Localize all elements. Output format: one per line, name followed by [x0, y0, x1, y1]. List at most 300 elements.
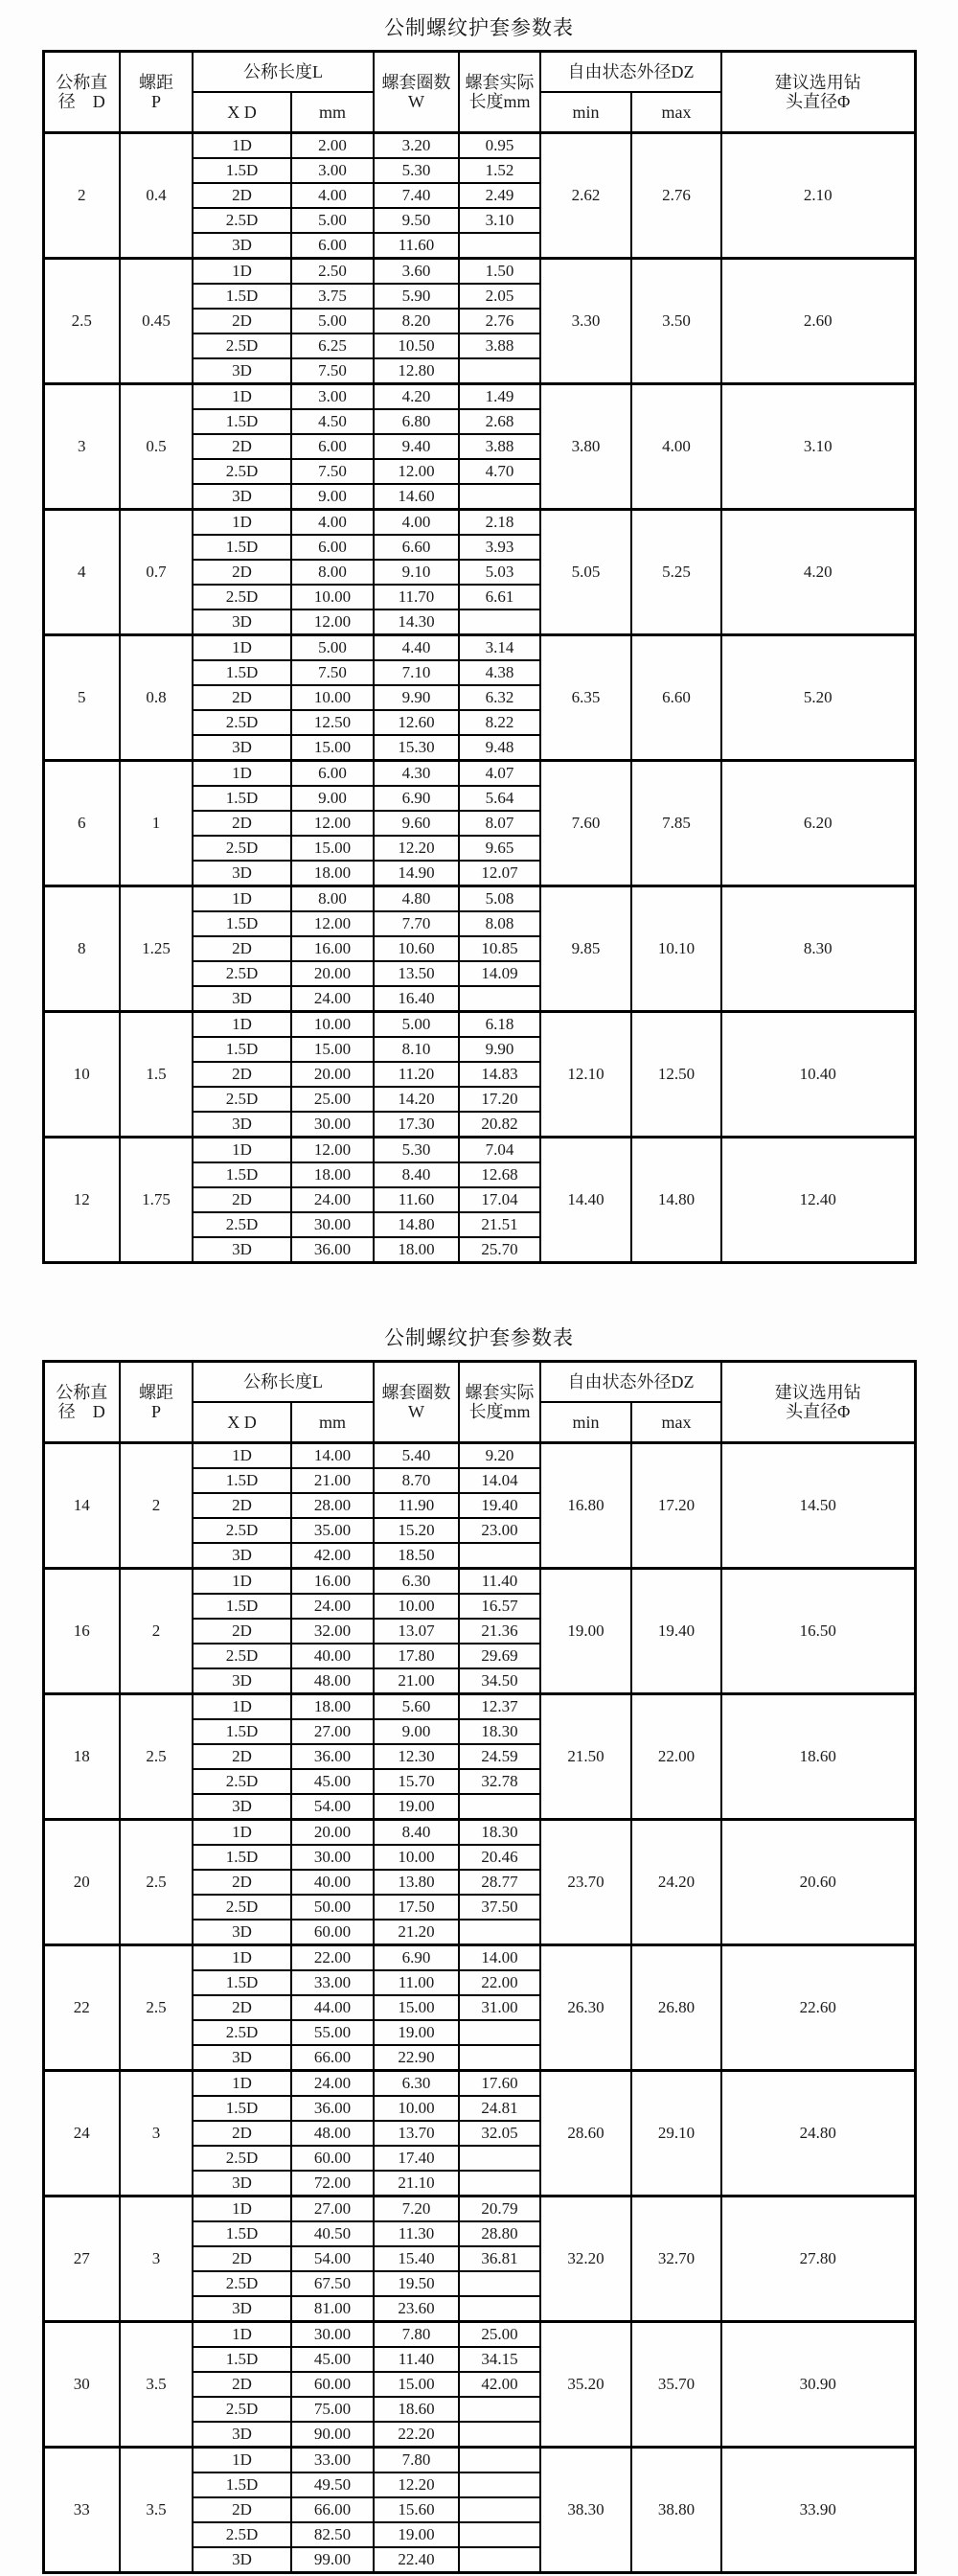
- xd-cell: 3D: [193, 2045, 291, 2071]
- actual-length-cell: 32.05: [459, 2121, 540, 2146]
- xd-cell: 1D: [193, 2071, 291, 2097]
- xd-cell: 1D: [193, 133, 291, 159]
- length-mm-cell: 35.00: [291, 1518, 374, 1543]
- length-mm-cell: 90.00: [291, 2422, 374, 2448]
- coil-count-cell: 9.00: [374, 1719, 459, 1744]
- coil-count-cell: 5.30: [374, 158, 459, 183]
- od-min-cell: 21.50: [540, 1694, 631, 1820]
- xd-cell: 2D: [193, 811, 291, 836]
- table-row: [43, 1945, 915, 1971]
- coil-count-cell: 12.60: [374, 710, 459, 735]
- coil-count-cell: 10.60: [374, 936, 459, 961]
- coil-count-cell: 13.70: [374, 2121, 459, 2146]
- length-mm-cell: 7.50: [291, 358, 374, 384]
- xd-cell: 1.5D: [193, 535, 291, 560]
- length-mm-cell: 12.00: [291, 911, 374, 936]
- actual-length-cell: [459, 2422, 540, 2448]
- xd-cell: 2.5D: [193, 710, 291, 735]
- table-row: [43, 761, 915, 787]
- coil-count-cell: 5.90: [374, 284, 459, 309]
- length-mm-cell: 9.00: [291, 786, 374, 811]
- length-mm-cell: 54.00: [291, 2246, 374, 2271]
- od-min-cell: 19.00: [540, 1569, 631, 1694]
- xd-cell: 2D: [193, 1995, 291, 2020]
- actual-length-cell: [459, 610, 540, 635]
- xd-cell: 2D: [193, 2497, 291, 2522]
- coil-count-cell: 6.60: [374, 535, 459, 560]
- coil-count-cell: 14.30: [374, 610, 459, 635]
- actual-length-cell: [459, 484, 540, 510]
- coil-count-cell: 11.60: [374, 1187, 459, 1212]
- xd-cell: 2.5D: [193, 2020, 291, 2045]
- xd-cell: 1.5D: [193, 2347, 291, 2372]
- col-header-coil-count: [374, 1362, 459, 1443]
- actual-length-cell: 10.85: [459, 936, 540, 961]
- col-header-pitch: [120, 52, 193, 133]
- nominal-diameter-cell: 33: [43, 2448, 120, 2573]
- length-mm-cell: 12.50: [291, 710, 374, 735]
- actual-length-cell: [459, 2497, 540, 2522]
- coil-count-cell: 22.20: [374, 2422, 459, 2448]
- coil-count-cell: 11.70: [374, 585, 459, 610]
- od-max-cell: 38.80: [631, 2448, 721, 2573]
- xd-cell: 1.5D: [193, 1594, 291, 1619]
- length-mm-cell: 18.00: [291, 1694, 374, 1720]
- length-mm-cell: 28.00: [291, 1493, 374, 1518]
- coil-count-cell: 6.30: [374, 2071, 459, 2097]
- xd-cell: 1D: [193, 1945, 291, 1971]
- od-min-cell: 3.80: [540, 384, 631, 510]
- xd-cell: 2.5D: [193, 1212, 291, 1237]
- length-mm-cell: 54.00: [291, 1794, 374, 1820]
- actual-length-cell: 20.46: [459, 1845, 540, 1870]
- length-mm-cell: 50.00: [291, 1895, 374, 1920]
- col-header-drill-diameter-line1: 建议选用钻: [774, 1383, 861, 1402]
- actual-length-cell: 28.80: [459, 2221, 540, 2246]
- drill-diameter-cell: 6.20: [721, 761, 915, 886]
- table-row: [43, 133, 915, 159]
- table-row: [43, 1138, 915, 1163]
- actual-length-cell: 2.68: [459, 409, 540, 434]
- xd-cell: 2.5D: [193, 585, 291, 610]
- length-mm-cell: 33.00: [291, 1970, 374, 1995]
- col-header-xd: X D: [193, 92, 291, 133]
- xd-cell: 1.5D: [193, 284, 291, 309]
- coil-count-cell: 11.20: [374, 1062, 459, 1087]
- actual-length-cell: 0.95: [459, 133, 540, 159]
- pitch-cell: 1.75: [120, 1138, 193, 1263]
- length-mm-cell: 20.00: [291, 1820, 374, 1846]
- coil-count-cell: 10.00: [374, 1845, 459, 1870]
- coil-count-cell: 8.40: [374, 1820, 459, 1846]
- table-row: [43, 259, 915, 285]
- col-header-mm: mm: [291, 92, 374, 133]
- coil-count-cell: 9.50: [374, 208, 459, 233]
- coil-count-cell: 7.70: [374, 911, 459, 936]
- actual-length-cell: 34.50: [459, 1668, 540, 1694]
- actual-length-cell: 18.30: [459, 1719, 540, 1744]
- xd-cell: 2.5D: [193, 334, 291, 358]
- coil-count-cell: 17.40: [374, 2146, 459, 2171]
- length-mm-cell: 6.00: [291, 761, 374, 787]
- coil-count-cell: 7.80: [374, 2322, 459, 2348]
- xd-cell: 1.5D: [193, 660, 291, 685]
- nominal-diameter-cell: 8: [43, 886, 120, 1012]
- coil-count-cell: 18.00: [374, 1237, 459, 1263]
- coil-count-cell: 11.60: [374, 233, 459, 259]
- xd-cell: 2D: [193, 1744, 291, 1769]
- length-mm-cell: 5.00: [291, 309, 374, 334]
- actual-length-cell: 17.20: [459, 1087, 540, 1112]
- col-header-nominal-diameter-line2: 径 D: [57, 92, 105, 111]
- table-title-1: 公制螺纹护套参数表: [384, 16, 574, 39]
- actual-length-cell: 2.49: [459, 183, 540, 208]
- actual-length-cell: 3.93: [459, 535, 540, 560]
- col-header-nominal-length-group: 公称长度L: [193, 1362, 374, 1403]
- col-header-max: max: [631, 92, 721, 133]
- coil-count-cell: 9.10: [374, 560, 459, 585]
- coil-count-cell: 19.00: [374, 1794, 459, 1820]
- col-header-pitch-line1: 螺距: [139, 73, 173, 92]
- nominal-diameter-cell: 6: [43, 761, 120, 886]
- length-mm-cell: 40.50: [291, 2221, 374, 2246]
- xd-cell: 1D: [193, 259, 291, 285]
- actual-length-cell: 14.09: [459, 961, 540, 986]
- nominal-diameter-cell: 4: [43, 510, 120, 635]
- col-header-xd: X D: [193, 1402, 291, 1443]
- od-max-cell: 6.60: [631, 635, 721, 761]
- actual-length-cell: 5.64: [459, 786, 540, 811]
- coil-count-cell: 12.20: [374, 836, 459, 861]
- xd-cell: 2.5D: [193, 2397, 291, 2422]
- length-mm-cell: 45.00: [291, 1769, 374, 1794]
- pitch-cell: 3: [120, 2196, 193, 2322]
- xd-cell: 1.5D: [193, 1845, 291, 1870]
- actual-length-cell: [459, 1543, 540, 1569]
- actual-length-cell: 3.14: [459, 635, 540, 661]
- col-header-free-state-od-group: 自由状态外径DZ: [540, 52, 721, 93]
- drill-diameter-cell: 30.90: [721, 2322, 915, 2448]
- actual-length-cell: 25.70: [459, 1237, 540, 1263]
- table-row: [43, 2322, 915, 2348]
- drill-diameter-cell: 2.10: [721, 133, 915, 259]
- parameter-table-2-body: [43, 1443, 915, 2573]
- coil-count-cell: 16.40: [374, 986, 459, 1012]
- coil-count-cell: 11.30: [374, 2221, 459, 2246]
- actual-length-cell: 14.00: [459, 1945, 540, 1971]
- actual-length-cell: 2.76: [459, 309, 540, 334]
- coil-count-cell: 19.00: [374, 2020, 459, 2045]
- actual-length-cell: [459, 1920, 540, 1945]
- coil-count-cell: 14.90: [374, 861, 459, 886]
- xd-cell: 1.5D: [193, 1037, 291, 1062]
- xd-cell: 2D: [193, 1619, 291, 1644]
- coil-count-cell: 13.80: [374, 1870, 459, 1895]
- nominal-diameter-cell: 16: [43, 1569, 120, 1694]
- table-row: [43, 384, 915, 410]
- actual-length-cell: 17.04: [459, 1187, 540, 1212]
- length-mm-cell: 12.00: [291, 811, 374, 836]
- length-mm-cell: 81.00: [291, 2296, 374, 2322]
- coil-count-cell: 6.90: [374, 1945, 459, 1971]
- col-header-pitch-line1: 螺距: [139, 1383, 173, 1402]
- drill-diameter-cell: 4.20: [721, 510, 915, 635]
- xd-cell: 2.5D: [193, 2146, 291, 2171]
- coil-count-cell: 15.20: [374, 1518, 459, 1543]
- actual-length-cell: 29.69: [459, 1644, 540, 1668]
- od-min-cell: 38.30: [540, 2448, 631, 2573]
- xd-cell: 2.5D: [193, 1087, 291, 1112]
- pitch-cell: 0.7: [120, 510, 193, 635]
- coil-count-cell: 15.00: [374, 2372, 459, 2397]
- nominal-diameter-cell: 22: [43, 1945, 120, 2071]
- xd-cell: 3D: [193, 735, 291, 761]
- xd-cell: 2.5D: [193, 1518, 291, 1543]
- xd-cell: 3D: [193, 2547, 291, 2573]
- drill-diameter-cell: 3.10: [721, 384, 915, 510]
- xd-cell: 1D: [193, 2196, 291, 2222]
- actual-length-cell: [459, 2146, 540, 2171]
- col-header-nominal-diameter-line1: 公称直: [56, 1383, 108, 1402]
- coil-count-cell: 7.10: [374, 660, 459, 685]
- nominal-diameter-cell: 2: [43, 133, 120, 259]
- coil-count-cell: 4.40: [374, 635, 459, 661]
- length-mm-cell: 8.00: [291, 886, 374, 912]
- xd-cell: 3D: [193, 1543, 291, 1569]
- length-mm-cell: 27.00: [291, 2196, 374, 2222]
- pitch-cell: 0.4: [120, 133, 193, 259]
- actual-length-cell: 34.15: [459, 2347, 540, 2372]
- length-mm-cell: 60.00: [291, 2146, 374, 2171]
- pitch-cell: 0.5: [120, 384, 193, 510]
- length-mm-cell: 10.00: [291, 685, 374, 710]
- coil-count-cell: 3.20: [374, 133, 459, 159]
- actual-length-cell: [459, 2397, 540, 2422]
- actual-length-cell: 36.81: [459, 2246, 540, 2271]
- actual-length-cell: 3.88: [459, 334, 540, 358]
- coil-count-cell: 4.00: [374, 510, 459, 536]
- length-mm-cell: 99.00: [291, 2547, 374, 2573]
- actual-length-cell: 2.18: [459, 510, 540, 536]
- actual-length-cell: 20.79: [459, 2196, 540, 2222]
- xd-cell: 2D: [193, 434, 291, 459]
- actual-length-cell: 9.20: [459, 1443, 540, 1469]
- coil-count-cell: 6.30: [374, 1569, 459, 1595]
- coil-count-cell: 11.90: [374, 1493, 459, 1518]
- xd-cell: 1D: [193, 635, 291, 661]
- coil-count-cell: 8.20: [374, 309, 459, 334]
- xd-cell: 2D: [193, 1062, 291, 1087]
- coil-count-cell: 12.20: [374, 2472, 459, 2497]
- actual-length-cell: 9.90: [459, 1037, 540, 1062]
- actual-length-cell: 3.10: [459, 208, 540, 233]
- actual-length-cell: 2.05: [459, 284, 540, 309]
- nominal-diameter-cell: 10: [43, 1012, 120, 1138]
- table-row: [43, 2448, 915, 2473]
- length-mm-cell: 20.00: [291, 1062, 374, 1087]
- actual-length-cell: 4.07: [459, 761, 540, 787]
- col-header-drill-diameter: [721, 52, 915, 133]
- actual-length-cell: [459, 2547, 540, 2573]
- col-header-min: min: [540, 1402, 631, 1443]
- actual-length-cell: 7.04: [459, 1138, 540, 1163]
- length-mm-cell: 36.00: [291, 1744, 374, 1769]
- table-row: [43, 1569, 915, 1595]
- coil-count-cell: 5.30: [374, 1138, 459, 1163]
- length-mm-cell: 18.00: [291, 1162, 374, 1187]
- coil-count-cell: 5.40: [374, 1443, 459, 1469]
- coil-count-cell: 14.20: [374, 1087, 459, 1112]
- col-header-nominal-diameter: [43, 52, 120, 133]
- coil-count-cell: 8.10: [374, 1037, 459, 1062]
- length-mm-cell: 40.00: [291, 1870, 374, 1895]
- xd-cell: 2.5D: [193, 2522, 291, 2547]
- xd-cell: 3D: [193, 484, 291, 510]
- drill-diameter-cell: 27.80: [721, 2196, 915, 2322]
- table-row: [43, 886, 915, 912]
- xd-cell: 1D: [193, 1012, 291, 1038]
- actual-length-cell: 12.37: [459, 1694, 540, 1720]
- col-header-min: min: [540, 92, 631, 133]
- coil-count-cell: 18.60: [374, 2397, 459, 2422]
- od-min-cell: 9.85: [540, 886, 631, 1012]
- pitch-cell: 1.5: [120, 1012, 193, 1138]
- col-header-nominal-length-group: 公称长度L: [193, 52, 374, 93]
- length-mm-cell: 15.00: [291, 735, 374, 761]
- length-mm-cell: 40.00: [291, 1644, 374, 1668]
- coil-count-cell: 7.20: [374, 2196, 459, 2222]
- od-max-cell: 24.20: [631, 1820, 721, 1945]
- drill-diameter-cell: 33.90: [721, 2448, 915, 2573]
- coil-count-cell: 4.30: [374, 761, 459, 787]
- actual-length-cell: 24.59: [459, 1744, 540, 1769]
- length-mm-cell: 15.00: [291, 836, 374, 861]
- xd-cell: 1.5D: [193, 409, 291, 434]
- length-mm-cell: 67.50: [291, 2271, 374, 2296]
- pitch-cell: 1: [120, 761, 193, 886]
- drill-diameter-cell: 22.60: [721, 1945, 915, 2071]
- length-mm-cell: 4.00: [291, 510, 374, 536]
- od-min-cell: 14.40: [540, 1138, 631, 1263]
- length-mm-cell: 36.00: [291, 2096, 374, 2121]
- coil-count-cell: 13.07: [374, 1619, 459, 1644]
- length-mm-cell: 66.00: [291, 2497, 374, 2522]
- drill-diameter-cell: 18.60: [721, 1694, 915, 1820]
- actual-length-cell: [459, 1794, 540, 1820]
- length-mm-cell: 66.00: [291, 2045, 374, 2071]
- length-mm-cell: 48.00: [291, 2121, 374, 2146]
- coil-count-cell: 14.60: [374, 484, 459, 510]
- length-mm-cell: 60.00: [291, 2372, 374, 2397]
- coil-count-cell: 21.00: [374, 1668, 459, 1694]
- col-header-drill-diameter-line2: 头直径Φ: [786, 92, 851, 111]
- col-header-coil-count: [374, 52, 459, 133]
- col-header-drill-diameter: [721, 1362, 915, 1443]
- drill-diameter-cell: 14.50: [721, 1443, 915, 1569]
- coil-count-cell: 22.40: [374, 2547, 459, 2573]
- coil-count-cell: 6.90: [374, 786, 459, 811]
- coil-count-cell: 18.50: [374, 1543, 459, 1569]
- length-mm-cell: 4.50: [291, 409, 374, 434]
- col-header-actual-length: [459, 52, 540, 133]
- coil-count-cell: 3.60: [374, 259, 459, 285]
- xd-cell: 3D: [193, 233, 291, 259]
- length-mm-cell: 6.00: [291, 535, 374, 560]
- coil-count-cell: 6.80: [374, 409, 459, 434]
- length-mm-cell: 15.00: [291, 1037, 374, 1062]
- length-mm-cell: 3.75: [291, 284, 374, 309]
- coil-count-cell: 9.60: [374, 811, 459, 836]
- coil-count-cell: 15.00: [374, 1995, 459, 2020]
- table-row: [43, 2071, 915, 2097]
- actual-length-cell: 42.00: [459, 2372, 540, 2397]
- drill-diameter-cell: 5.20: [721, 635, 915, 761]
- parameter-table-2: [42, 1360, 917, 2574]
- actual-length-cell: 14.83: [459, 1062, 540, 1087]
- col-header-max: max: [631, 1402, 721, 1443]
- coil-count-cell: 10.00: [374, 2096, 459, 2121]
- xd-cell: 3D: [193, 1794, 291, 1820]
- coil-count-cell: 12.30: [374, 1744, 459, 1769]
- length-mm-cell: 24.00: [291, 2071, 374, 2097]
- actual-length-cell: 16.57: [459, 1594, 540, 1619]
- length-mm-cell: 6.25: [291, 334, 374, 358]
- length-mm-cell: 10.00: [291, 585, 374, 610]
- od-max-cell: 22.00: [631, 1694, 721, 1820]
- pitch-cell: 2.5: [120, 1694, 193, 1820]
- xd-cell: 3D: [193, 1920, 291, 1945]
- od-max-cell: 12.50: [631, 1012, 721, 1138]
- length-mm-cell: 24.00: [291, 986, 374, 1012]
- col-header-pitch-line2: P: [150, 1402, 161, 1421]
- od-min-cell: 32.20: [540, 2196, 631, 2322]
- actual-length-cell: 23.00: [459, 1518, 540, 1543]
- length-mm-cell: 42.00: [291, 1543, 374, 1569]
- length-mm-cell: 12.00: [291, 610, 374, 635]
- length-mm-cell: 75.00: [291, 2397, 374, 2422]
- actual-length-cell: [459, 358, 540, 384]
- drill-diameter-cell: 24.80: [721, 2071, 915, 2196]
- nominal-diameter-cell: 14: [43, 1443, 120, 1569]
- length-mm-cell: 30.00: [291, 1112, 374, 1138]
- xd-cell: 1D: [193, 1694, 291, 1720]
- actual-length-cell: 3.88: [459, 434, 540, 459]
- length-mm-cell: 24.00: [291, 1187, 374, 1212]
- coil-count-cell: 17.80: [374, 1644, 459, 1668]
- xd-cell: 3D: [193, 1237, 291, 1263]
- coil-count-cell: 9.90: [374, 685, 459, 710]
- od-min-cell: 23.70: [540, 1820, 631, 1945]
- xd-cell: 3D: [193, 861, 291, 886]
- pitch-cell: 1.25: [120, 886, 193, 1012]
- length-mm-cell: 6.00: [291, 434, 374, 459]
- xd-cell: 2D: [193, 685, 291, 710]
- length-mm-cell: 2.50: [291, 259, 374, 285]
- xd-cell: 2D: [193, 2246, 291, 2271]
- coil-count-cell: 15.60: [374, 2497, 459, 2522]
- coil-count-cell: 5.60: [374, 1694, 459, 1720]
- pitch-cell: 2.5: [120, 1945, 193, 2071]
- actual-length-cell: 21.36: [459, 1619, 540, 1644]
- od-min-cell: 28.60: [540, 2071, 631, 2196]
- actual-length-cell: 8.08: [459, 911, 540, 936]
- length-mm-cell: 3.00: [291, 158, 374, 183]
- xd-cell: 2.5D: [193, 2271, 291, 2296]
- od-min-cell: 35.20: [540, 2322, 631, 2448]
- col-header-coil-count-line1: 螺套圈数: [381, 73, 451, 92]
- table-row: [43, 510, 915, 536]
- xd-cell: 2D: [193, 2372, 291, 2397]
